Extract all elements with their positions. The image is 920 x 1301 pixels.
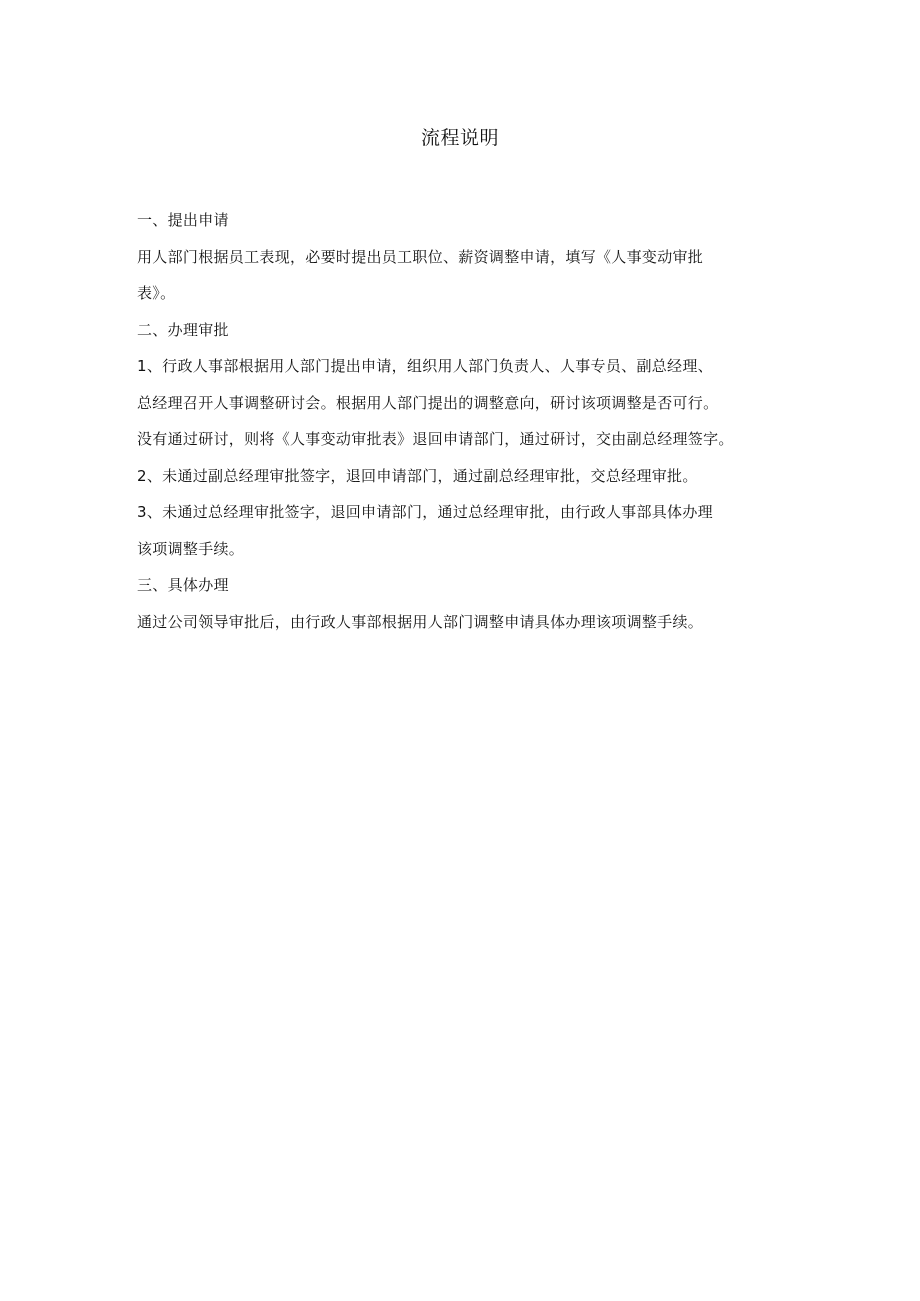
document-body <box>137 202 797 640</box>
paragraph-line: 该项调整手续。 <box>137 539 245 558</box>
paragraph-line: 用人部门根据员工表现，必要时提出员工职位、薪资调整申请，填写《人事变动审批 <box>137 247 704 266</box>
paragraph-line: 表》。 <box>137 284 176 302</box>
section-heading-handling: 三、具体办理 <box>137 576 229 594</box>
paragraph-line: 没有通过研讨，则将《人事变动审批表》退回申请部门，通过研讨，交由副总经理签字。 <box>137 430 734 448</box>
page-title: 流程说明 <box>420 127 499 149</box>
paragraph-line: 3、未通过总经理审批签字，退回申请部门，通过总经理审批，由行政人事部具体办理 <box>137 503 713 521</box>
section-heading-approval: 二、办理审批 <box>137 320 229 339</box>
paragraph-line: 2、未通过副总经理审批签字，退回申请部门，通过副总经理审批，交总经理审批。 <box>137 466 698 485</box>
paragraph-line: 1、行政人事部根据用人部门提出申请，组织用人部门负责人、人事专员、副总经理、 <box>137 357 713 375</box>
section-heading-submit: 一、提出申请 <box>137 211 229 229</box>
paragraph-line: 总经理召开人事调整研讨会。根据用人部门提出的调整意向，研讨该项调整是否可行。 <box>137 393 719 412</box>
paragraph-line: 通过公司领导审批后，由行政人事部根据用人部门调整申请具体办理该项调整手续。 <box>137 612 704 631</box>
